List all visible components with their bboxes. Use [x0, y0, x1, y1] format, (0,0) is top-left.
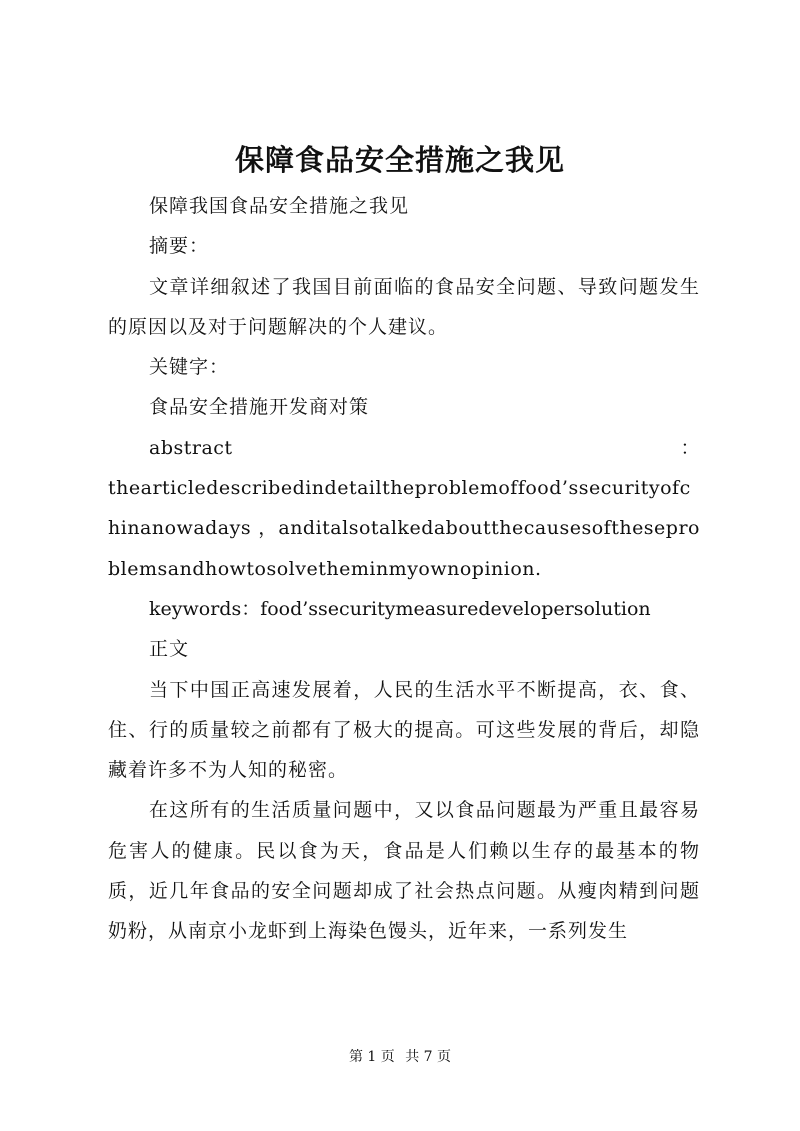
page-number: 第 1 页: [348, 1049, 395, 1065]
document-title: 保障食品安全措施之我见: [234, 143, 565, 177]
body-paragraph-2: 在这所有的生活质量问题中，又以食品问题最为严重且最容易危害人的健康。民以食为天，食品是人们赖以生存的最基本的物质，近几年食品的安全问题却成了社会热点问题。从瘦肉精到问题奶粉，从南京小龙虾到上海染色馒头，近年来，一系列发生: [108, 799, 700, 943]
document-body: [108, 186, 700, 952]
body-paragraph-1: 当下中国正高速发展着，人民的生活水平不断提高，衣、食、住、行的质量较之前都有了极大的提高。可这些发展的背后，却隐藏着许多不为人知的秘密。: [108, 678, 700, 782]
main-text-heading: 正文: [149, 638, 190, 661]
english-keywords-paragraph: keywords：food’ssecuritymeasuredevelopersolution: [149, 597, 651, 620]
subtitle-paragraph: 保障我国食品安全措施之我见: [149, 195, 410, 217]
english-abstract-paragraph: thearticledescribedindetailtheproblemoffood’ssecurityofchinanowadays ，anditalsotalkedaboutthecausesoftheseproblemsandhowtosolvetheminmyownopinion.: [108, 477, 700, 580]
keywords-heading: 关键字：: [149, 356, 230, 379]
page-total: 共 7 页: [405, 1049, 452, 1065]
keywords-paragraph: 食品安全措施开发商对策: [149, 396, 370, 419]
page-footer: [0, 1046, 800, 1066]
abstract-paragraph: 文章详细叙述了我国目前面临的食品安全问题、导致问题发生的原因以及对于问题解决的个人建议。: [108, 275, 700, 338]
abstract-heading: 摘要：: [149, 235, 210, 258]
english-abstract-heading: abstract ：: [149, 436, 700, 459]
